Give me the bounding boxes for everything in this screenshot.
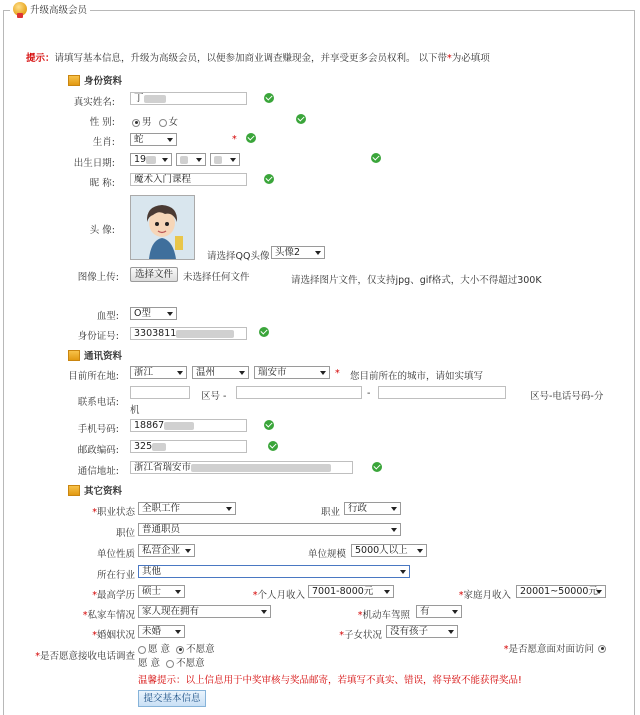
check-icon (296, 114, 306, 124)
fieldset-legend (10, 2, 90, 16)
hint-text: 提示：请填写基本信息，升级为高级会员，以便参加商业调查赚现金，并享受更多会员权利。 以下带*为必填项 (26, 53, 490, 64)
education-select[interactable]: 硕士 (138, 585, 185, 598)
check-icon (246, 133, 256, 143)
medal-icon (13, 2, 27, 16)
job-select[interactable]: 行政 (344, 502, 401, 515)
face-survey-label: *是否愿意面对面访问 (503, 644, 594, 655)
mobile-input[interactable]: 18867 (130, 419, 247, 432)
check-icon (264, 420, 274, 430)
location-hint: 您目前所在的城市，请如实填写 (350, 371, 484, 382)
phone-survey-no-radio[interactable] (176, 646, 184, 654)
check-icon (268, 441, 278, 451)
face-survey-no-radio[interactable] (166, 660, 174, 668)
choose-file-button[interactable]: 选择文件 (130, 267, 178, 282)
license-label: *机动车驾照 (357, 610, 410, 621)
district-select[interactable]: 瑞安市 (254, 366, 330, 379)
required-star: * (232, 134, 237, 145)
gender-male-radio[interactable] (132, 119, 140, 127)
real-name-label: 真实姓名: (73, 97, 115, 108)
position-label: 职位 (115, 528, 135, 539)
license-select[interactable]: 有 (416, 605, 462, 618)
position-select[interactable]: 普通职员 (138, 523, 401, 536)
address-input[interactable]: 浙江省瑞安市 (130, 461, 353, 474)
required-star: * (335, 368, 340, 379)
city-select[interactable]: 温州 (192, 366, 249, 379)
phone-survey-yes-radio[interactable] (138, 646, 146, 654)
company-size-label: 单位规模 (307, 549, 346, 560)
nickname-label: 昵 称: (89, 178, 115, 189)
check-icon (372, 462, 382, 472)
phone-survey-radio-group[interactable]: 愿 意 不愿意 (138, 641, 215, 655)
section-identity: 身份资料 (68, 73, 122, 87)
phone-label: 联系电话: (77, 397, 119, 408)
id-card-icon (68, 75, 80, 86)
phone-extension-input[interactable] (378, 386, 506, 399)
gender-female-radio[interactable] (159, 119, 167, 127)
section-contact: 通讯资料 (68, 348, 122, 362)
industry-select[interactable]: 其他 (138, 565, 410, 578)
check-icon (264, 174, 274, 184)
birth-day-select[interactable] (210, 153, 240, 166)
company-type-select[interactable]: 私营企业 (138, 544, 195, 557)
avatar-boy-icon (131, 196, 194, 259)
birthday-label: 出生日期: (73, 158, 115, 169)
education-label: *最高学历 (92, 590, 135, 601)
gender-radio-group[interactable]: 男 女 (132, 114, 178, 128)
family-income-label: *家庭月收入 (458, 590, 511, 601)
phone-dash: - (367, 388, 371, 399)
mobile-label: 手机号码: (77, 424, 119, 435)
location-label: 目前所在地: (68, 371, 119, 382)
face-survey-yes-radio[interactable] (598, 645, 606, 653)
job-label: 职业 (320, 507, 340, 518)
no-file-text: 未选择任何文件 (183, 272, 250, 283)
page-title: 升级高级会员 (30, 5, 88, 16)
birth-year-select[interactable]: 19 (130, 153, 172, 166)
job-status-label: *职业状态 (92, 507, 135, 518)
birth-month-select[interactable] (176, 153, 206, 166)
avatar-label: 头 像: (89, 225, 115, 236)
id-number-label: 身份证号: (77, 331, 119, 342)
company-size-select[interactable]: 5000人以上 (351, 544, 427, 557)
marital-select[interactable]: 未婚 (138, 625, 185, 638)
zodiac-select[interactable]: 蛇 (130, 133, 177, 146)
car-select[interactable]: 家人现在拥有 (138, 605, 271, 618)
phone-number-input[interactable] (236, 386, 362, 399)
province-select[interactable]: 浙江 (130, 366, 187, 379)
area-code-label: 区号 - (201, 391, 227, 402)
submit-button[interactable]: 提交基本信息 (138, 690, 206, 707)
industry-label: 所在行业 (96, 570, 135, 581)
marital-label: *婚姻状况 (92, 630, 135, 641)
warning-text: 温馨提示：以上信息用于中奖审核与奖品邮寄，若填写不真实、错误，将导致不能获得奖品! (138, 675, 522, 686)
car-label: *私家车情况 (82, 610, 135, 621)
company-type-label: 单位性质 (96, 549, 135, 560)
income-label: *个人月收入 (252, 590, 305, 601)
blood-type-label: 血型: (96, 311, 119, 322)
children-select[interactable]: 没有孩子 (386, 625, 458, 638)
face-survey-radio-group[interactable]: 愿 意 不愿意 (138, 658, 205, 669)
upload-hint: 请选择图片文件，仅支持jpg、gif格式，大小不得超过300K (291, 275, 542, 286)
phone-survey-label: *是否愿意接收电话调查 (35, 651, 135, 662)
address-label: 通信地址: (77, 466, 119, 477)
check-icon (371, 153, 381, 163)
qq-avatar-label: 请选择QQ头像 (207, 251, 270, 262)
avatar (130, 195, 195, 260)
check-icon (259, 327, 269, 337)
folder-icon (68, 485, 80, 496)
blood-type-select[interactable]: O型 (130, 307, 177, 320)
phone-format-hint-wrap: 机 (130, 405, 140, 416)
section-other: 其它资料 (68, 483, 122, 497)
gender-label: 性 别: (89, 117, 115, 128)
income-select[interactable]: 7001-8000元 (308, 585, 394, 598)
zip-label: 邮政编码: (77, 445, 119, 456)
upload-label: 图像上传: (77, 272, 119, 283)
children-label: *子女状况 (339, 630, 382, 641)
phone-book-icon (68, 350, 80, 361)
real-name-input[interactable]: 丁 (130, 92, 247, 105)
id-number-input[interactable]: 3303811 (130, 327, 247, 340)
check-icon (264, 93, 274, 103)
phone-area-input[interactable] (130, 386, 190, 399)
nickname-input[interactable]: 魔术入门课程 (130, 173, 247, 186)
qq-avatar-select[interactable]: 头像2 (271, 246, 325, 259)
phone-format-hint: 区号-电话号码-分 (530, 391, 604, 402)
family-income-select[interactable]: 20001~50000元 (516, 585, 606, 598)
zodiac-label: 生肖: (92, 137, 115, 148)
zip-input[interactable]: 325 (130, 440, 247, 453)
job-status-select[interactable]: 全职工作 (138, 502, 236, 515)
